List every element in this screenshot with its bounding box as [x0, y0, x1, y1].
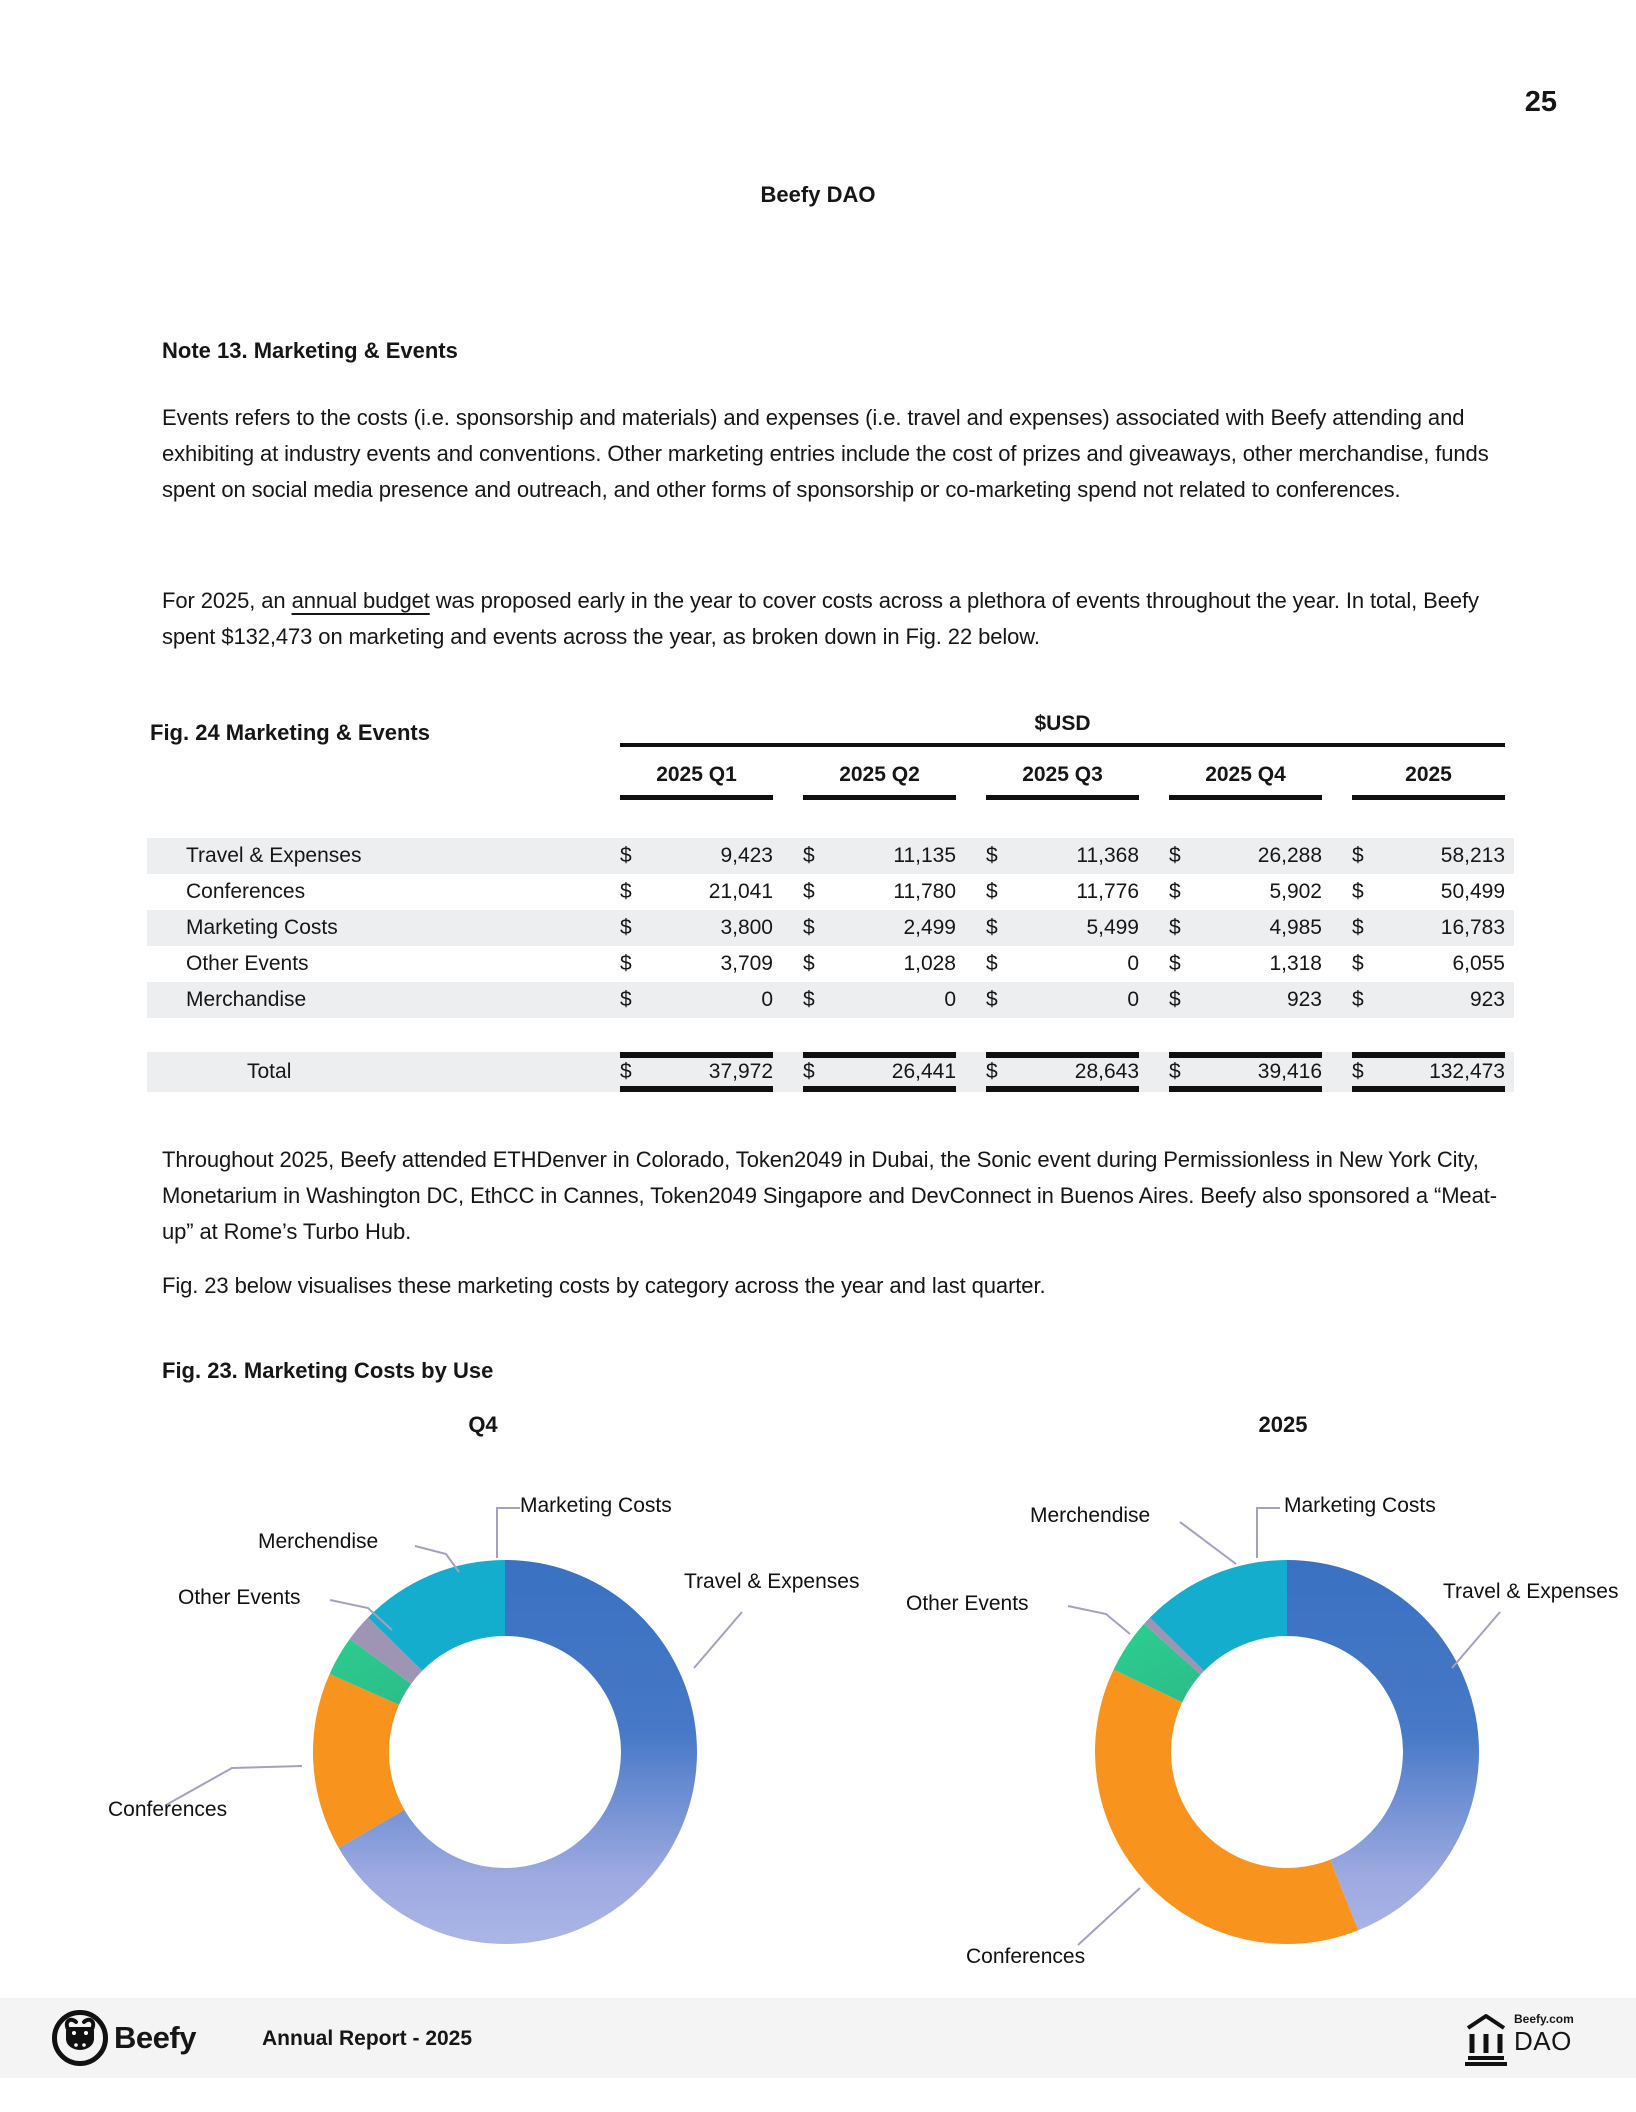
dao-site-label: Beefy.com: [1514, 2012, 1574, 2026]
total-label: Total: [247, 1060, 292, 1083]
slice-label-marketing-costs: Marketing Costs: [1284, 1494, 1436, 1517]
page-footer: [0, 1998, 1636, 2078]
row-label: Merchandise: [186, 988, 307, 1011]
cell-value: $ 923: [1352, 988, 1505, 1011]
total-value: $ 26,441: [803, 1052, 956, 1092]
cell-value: $ 0: [620, 988, 773, 1011]
fig23-heading: Fig. 23. Marketing Costs by Use: [162, 1358, 494, 1383]
table-row: [147, 946, 1514, 982]
row-label: Marketing Costs: [186, 916, 338, 939]
paragraph-budget-start: For 2025, an: [162, 588, 292, 613]
dao-temple-icon: [1462, 2011, 1510, 2067]
slice-label-merchendise: Merchendise: [258, 1530, 379, 1553]
cell-value: $ 11,776: [986, 880, 1139, 903]
chart-title-q4: Q4: [468, 1412, 498, 1437]
slice-label-other-events: Other Events: [906, 1592, 1029, 1615]
table-row: [147, 910, 1514, 946]
table-figure-label: Fig. 24 Marketing & Events: [150, 720, 430, 745]
table-row: [147, 874, 1514, 910]
column-header: 2025 Q1: [620, 763, 773, 800]
cell-value: $ 1,318: [1169, 952, 1322, 975]
note-heading: Note 13. Marketing & Events: [162, 338, 458, 363]
slice-label-other-events: Other Events: [178, 1586, 301, 1609]
cell-value: $ 11,135: [803, 844, 956, 867]
table-row: [147, 982, 1514, 1018]
total-value: $ 132,473: [1352, 1052, 1505, 1092]
cell-value: $ 3,800: [620, 916, 773, 939]
slice-label-travel-expenses: Travel & Expenses: [1443, 1580, 1619, 1603]
dao-wordmark: [1514, 2013, 1574, 2054]
cell-value: $ 5,902: [1169, 880, 1322, 903]
donut-chart-2025: [1087, 1552, 1487, 1952]
cell-value: $ 0: [986, 952, 1139, 975]
slice-label-merchendise: Merchendise: [1030, 1504, 1151, 1527]
cell-value: $ 0: [986, 988, 1139, 1011]
cell-value: $ 50,499: [1352, 880, 1505, 903]
chart-title-2025: 2025: [1258, 1412, 1308, 1437]
annual-budget-link[interactable]: annual budget: [291, 588, 430, 613]
currency-header: $USD: [620, 712, 1505, 747]
paragraph-events-attended: Throughout 2025, Beefy attended ETHDenver in Colorado, Token2049 in Dubai, the Sonic event during Permissionless in New York City, Monetarium in Washington DC, EthCC in Cannes, Token2049 Singapore and DevConnect in Buenos Aires. Beefy also sponsored a “Meat-up” at Rome’s Turbo Hub.: [162, 1147, 1497, 1244]
table-body: [147, 838, 1514, 1018]
cell-value: $ 3,709: [620, 952, 773, 975]
cell-value: $ 4,985: [1169, 916, 1322, 939]
column-header: 2025: [1352, 763, 1505, 800]
marketing-events-table: [147, 712, 1514, 1092]
column-header: 2025 Q4: [1169, 763, 1322, 800]
document-title: Beefy DAO: [760, 182, 876, 207]
total-value: $ 39,416: [1169, 1052, 1322, 1092]
cell-value: $ 923: [1169, 988, 1322, 1011]
cell-value: $ 16,783: [1352, 916, 1505, 939]
donut-chart-q4: [305, 1552, 705, 1952]
row-label: Travel & Expenses: [186, 844, 362, 867]
slice-label-travel-expenses: Travel & Expenses: [684, 1570, 860, 1593]
leader-line: [1257, 1508, 1280, 1558]
cell-value: $ 11,368: [986, 844, 1139, 867]
total-value: $ 28,643: [986, 1052, 1139, 1092]
row-label: Conferences: [186, 880, 306, 903]
row-label: Other Events: [186, 952, 309, 975]
column-header: 2025 Q2: [803, 763, 956, 800]
cell-value: $ 26,288: [1169, 844, 1322, 867]
column-header: 2025 Q3: [986, 763, 1139, 800]
cell-value: $ 58,213: [1352, 844, 1505, 867]
slice-label-marketing-costs: Marketing Costs: [520, 1494, 672, 1517]
cell-value: $ 6,055: [1352, 952, 1505, 975]
leader-line: [497, 1508, 520, 1558]
slice-label-conferences: Conferences: [966, 1945, 1086, 1968]
cell-value: $ 21,041: [620, 880, 773, 903]
paragraph-fig23-intro: Fig. 23 below visualises these marketing costs by category across the year and last quarter.: [162, 1273, 1046, 1298]
table-total-row: [147, 1052, 1514, 1092]
paragraph-budget: [162, 583, 1498, 655]
dao-label: DAO: [1514, 2026, 1572, 2056]
page-number: 25: [1524, 86, 1557, 118]
footer-brand: Beefy: [114, 2020, 196, 2055]
table-row: [147, 838, 1514, 874]
cell-value: $ 2,499: [803, 916, 956, 939]
cell-value: $ 5,499: [986, 916, 1139, 939]
footer-report-title: Annual Report - 2025: [262, 2027, 473, 2050]
pie-slice: [1095, 1670, 1358, 1944]
cell-value: $ 11,780: [803, 880, 956, 903]
total-value: $ 37,972: [620, 1052, 773, 1092]
paragraph-events-description: Events refers to the costs (i.e. sponsorship and materials) and expenses (i.e. travel and expenses) associated with Beefy attending and exhibiting at industry events and conventions. Other marketing entries include the cost of prizes and giveaways, other merchandise, funds spent on social media presence and outreach, and other forms of sponsorship or co-marketing spend not related to conferences.: [162, 405, 1489, 502]
table-column-header-row: [147, 763, 1514, 800]
cell-value: $ 1,028: [803, 952, 956, 975]
cell-value: $ 9,423: [620, 844, 773, 867]
cell-value: $ 0: [803, 988, 956, 1011]
paragraph-budget-end: was proposed early in the year to cover costs across a plethora of events throughout the year. In total, Beefy spent $132,473 on marketing and events across the year, as broken down in Fig. 22 below.: [162, 588, 1479, 649]
slice-label-conferences: Conferences: [108, 1798, 228, 1821]
beefy-cow-logo-icon: [51, 2009, 109, 2067]
marketing-costs-charts: [0, 1400, 1636, 1998]
